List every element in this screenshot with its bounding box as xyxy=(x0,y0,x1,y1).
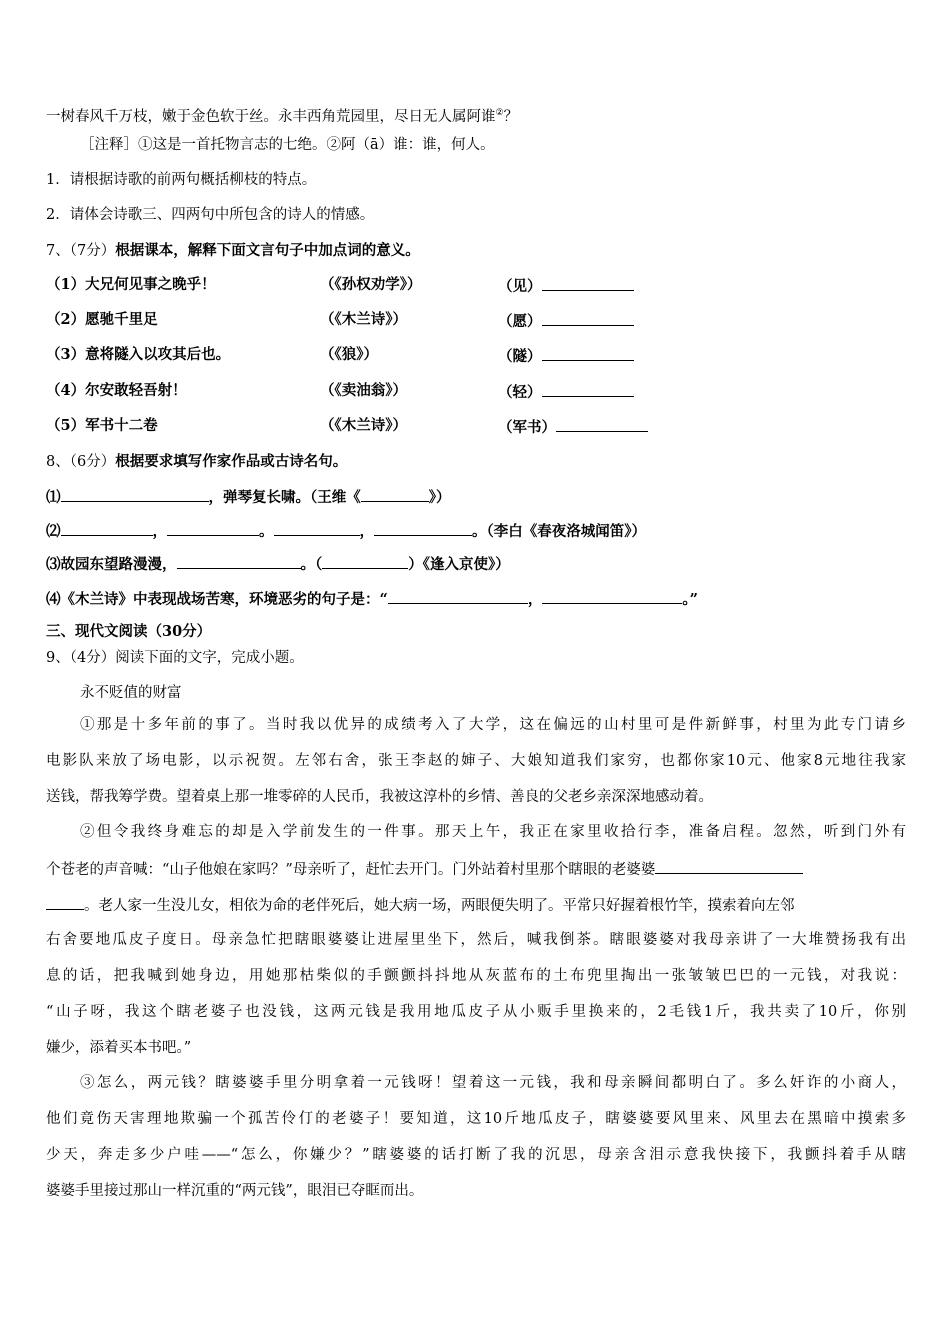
poem-note: ［注释］①这是一首托物言志的七绝。②阿（ā）谁：谁，何人。 xyxy=(80,137,495,153)
question-1: 1．请根据诗歌的前两句概括柳枝的特点。 xyxy=(46,172,317,188)
question-9-heading: 9、（4分）阅读下面的文字，完成小题。 xyxy=(46,650,304,666)
answer-blank[interactable] xyxy=(46,894,84,910)
q7-sentence: （1）大兄何见事之晚乎！ xyxy=(46,276,216,293)
q7-word: （见） xyxy=(498,275,634,297)
q7-word: （隧） xyxy=(498,345,634,367)
q7-sentence: （5）军书十二卷 xyxy=(46,417,158,434)
q7-source: （《孙权劝学》） xyxy=(320,276,422,293)
paragraph-line: 送钱，帮我筹学费。望着桌上那一堆零碎的人民币，我被这淳朴的乡情、善良的父老乡亲深深地感动着。 xyxy=(46,789,713,805)
q7-word: （轻） xyxy=(498,381,634,403)
paragraph-line: 嫌少，添着买本书吧。” xyxy=(46,1040,192,1056)
answer-blank[interactable] xyxy=(542,275,634,291)
paragraph-line: 他们竟伤天害理地欺骗一个孤苦伶仃的老婆子！要知道，这10斤地瓜皮子，瞎婆婆要风里来、风里去在黑暗中摸索多 xyxy=(46,1111,906,1127)
paragraph-line: 。老人家一生没儿女，相依为命的老伴死后，她大病一场，两眼便失明了。平常只好握着根竹竿，摸索着向左邻 xyxy=(46,894,795,916)
answer-blank[interactable] xyxy=(542,381,634,397)
paragraph-line: 个苍老的声音喊：“山子他娘在家吗？”母亲听了，赶忙去开门。门外站着村里那个瞎眼的老婆婆 xyxy=(46,858,803,880)
q8-item-3: ⑶故园东望路漫漫， 。（ ）《逢入京使》） xyxy=(46,553,510,575)
answer-blank[interactable] xyxy=(322,553,408,569)
q8-item-4: ⑷《木兰诗》中表现战场苦寒，环境恶劣的句子是：“ ， 。” xyxy=(46,588,698,610)
paragraph-line: 少天，奔走多少户哇——“怎么，你嫌少？”瞎婆婆的话打断了我的沉思，母亲含泪示意我快接下，我颤抖着手从瞎 xyxy=(46,1147,906,1163)
section-heading: 三、现代文阅读（30分） xyxy=(46,623,212,640)
question-8-heading: 8、（6分）根据要求填写作家作品或古诗名句。 xyxy=(46,453,348,470)
footnote-mark: ② xyxy=(495,108,504,118)
answer-blank[interactable] xyxy=(274,520,360,536)
answer-blank[interactable] xyxy=(177,553,301,569)
poem-line: 一树春风千万枝，嫩于金色软于丝。永丰西角荒园里，尽日无人属阿谁②？ xyxy=(46,108,519,125)
answer-blank[interactable] xyxy=(374,520,472,536)
answer-blank[interactable] xyxy=(167,520,259,536)
paragraph-line: 右舍要地瓜皮子度日。母亲急忙把瞎眼婆婆让进屋里坐下，然后，喊我倒茶。瞎眼婆婆对我母亲讲了一大堆赞扬我有出 xyxy=(46,932,906,948)
paragraph-line: ②但令我终身难忘的却是入学前发生的一件事。那天上午，我正在家里收拾行李，准备启程。忽然，听到门外有 xyxy=(80,824,906,840)
paragraph-line: ①那是十多年前的事了。当时我以优异的成绩考入了大学，这在偏远的山村里可是件新鲜事，村里为此专门请乡 xyxy=(80,717,906,733)
q7-sentence: （4）尔安敢轻吾射！ xyxy=(46,382,187,399)
paragraph-line: ③怎么，两元钱？瞎婆婆手里分明拿着一元钱呀！望着这一元钱，我和母亲瞬间都明白了。多么奸诈的小商人， xyxy=(80,1075,906,1091)
answer-blank[interactable] xyxy=(388,588,528,604)
answer-blank[interactable] xyxy=(542,588,682,604)
q7-source: （《卖油翁》） xyxy=(320,382,407,399)
answer-blank[interactable] xyxy=(655,858,803,874)
paragraph-line: 电影队来放了场电影，以示祝贺。左邻右舍，张王李赵的婶子、大娘知道我们家穷，也都你家10元、他家8元地往我家 xyxy=(46,753,906,769)
paragraph-line: 息的话，把我喊到她身边，用她那枯柴似的手颤颤抖抖地从灰蓝布的土布兜里掏出一张皱皱巴巴的一元钱，对我说： xyxy=(46,968,906,984)
paragraph-line: “山子呀，我这个瞎老婆子也没钱，这两元钱是我用地瓜皮子从小贩手里换来的，2毛钱1斤，我共卖了10斤，你别 xyxy=(46,1004,906,1020)
question-2: 2．请体会诗歌三、四两句中所包含的诗人的情感。 xyxy=(46,207,375,223)
q8-item-2: ⑵ ， 。 ， 。（李白《春夜洛城闻笛》） xyxy=(46,520,646,542)
paragraph-line: 婆婆手里接过那山一样沉重的“两元钱”，眼泪已夺眶而出。 xyxy=(46,1183,424,1199)
q7-word: （军书） xyxy=(498,416,648,438)
question-7-heading: 7、（7分）根据课本，解释下面文言句子中加点词的意义。 xyxy=(46,242,420,259)
answer-blank[interactable] xyxy=(556,416,648,432)
article-title: 永不贬值的财富 xyxy=(80,685,182,701)
q7-sentence: （2）愿驰千里足 xyxy=(46,311,158,328)
q7-source: （《木兰诗》） xyxy=(320,311,407,328)
q7-sentence: （3）意将隧入以攻其后也。 xyxy=(46,346,231,363)
q8-item-1: ⑴ ，弹琴复长啸。（王维《 》） xyxy=(46,486,451,508)
answer-blank[interactable] xyxy=(542,345,634,361)
answer-blank[interactable] xyxy=(542,310,634,326)
q7-source: （《木兰诗》） xyxy=(320,417,407,434)
answer-blank[interactable] xyxy=(61,486,209,502)
answer-blank[interactable] xyxy=(361,486,429,502)
q7-word: （愿） xyxy=(498,310,634,332)
answer-blank[interactable] xyxy=(61,520,153,536)
q7-source: （《狼》） xyxy=(320,346,378,363)
